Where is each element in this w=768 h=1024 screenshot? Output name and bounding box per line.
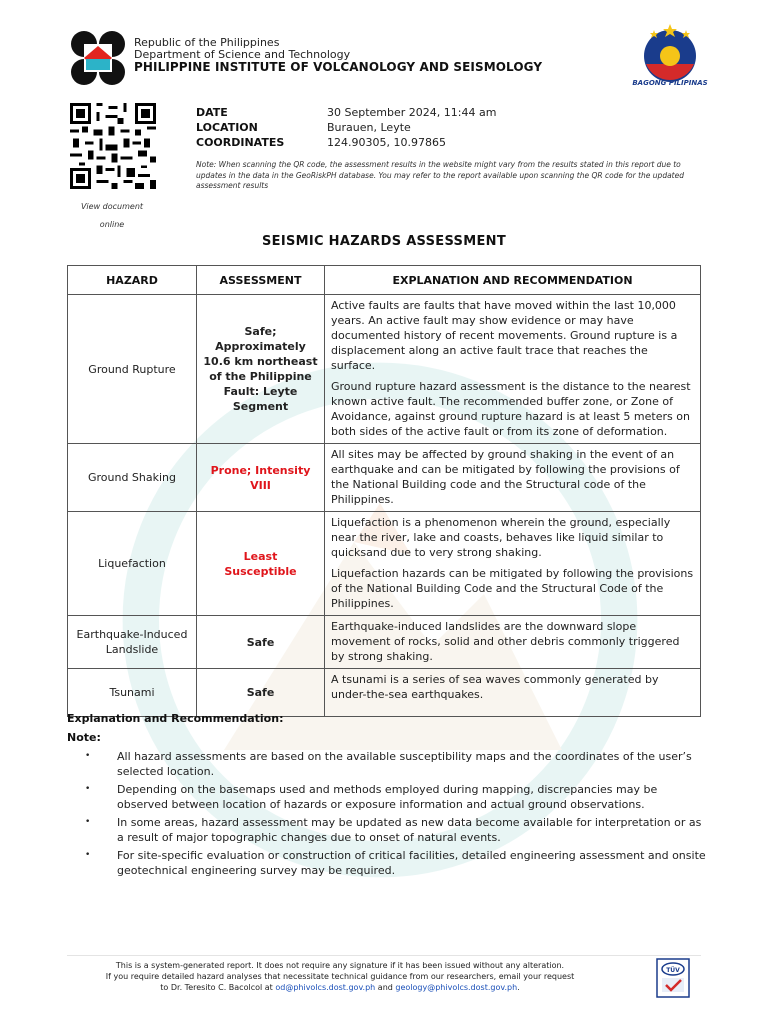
coordinates-row — [196, 135, 496, 150]
date-row — [196, 105, 496, 120]
email-link-od[interactable]: od@phivolcs.dost.gov.ph — [275, 983, 376, 992]
date-value: 30 September 2024, 11:44 am — [327, 106, 497, 119]
footer-contact-text: to Dr. Teresito C. Bacolcol at — [160, 983, 276, 992]
hazard-cell: Ground Rupture — [68, 295, 197, 444]
bagong-pilipinas-label: BAGONG PILIPINAS — [632, 79, 708, 87]
explanation-cell — [325, 444, 701, 512]
phivolcs-logo — [68, 30, 128, 86]
explanation-cell — [325, 512, 701, 616]
explanation-paragraph: A tsunami is a series of sea waves commonly generated by under-the-sea earthquakes. — [331, 673, 659, 701]
qr-note: Note: When scanning the QR code, the assessment results in the website might vary from the results stated in this report due to updates in the data in the GeoRiskPH database. You may refer to the report available upon scanning the QR code for the updated assessment results — [196, 160, 684, 190]
location-label: LOCATION — [196, 121, 258, 134]
table-row — [68, 512, 701, 616]
footer-and: and — [375, 983, 396, 992]
explanation-paragraph: All sites may be affected by ground shaking in the event of an earthquake and can be mitigated by following the provisions of the National Building code and the Structural code of the Philippines. — [331, 448, 680, 506]
assessment-cell — [197, 669, 325, 717]
assessment-text: Safe — [246, 635, 275, 649]
assessment-text: Safe — [246, 686, 275, 699]
footer-period: . — [517, 983, 520, 992]
explanation-paragraph: Liquefaction hazards can be mitigated by following the provisions of the National Building Code and the Structural Code of the Philippines. — [331, 567, 694, 610]
list-item: • Depending on the basemaps used and methods employed during mapping, discrepancies may be observed between location of hazards or exposure information and actual ground observations. — [67, 782, 707, 812]
table-row — [68, 669, 701, 717]
footer-line-3 — [60, 982, 620, 993]
note-heading: Note: — [67, 731, 101, 744]
hazard-cell: Ground Shaking — [68, 444, 197, 512]
report-info — [196, 105, 496, 150]
table-row — [68, 616, 701, 669]
hazard-cell: Earthquake-Induced Landslide — [68, 616, 197, 669]
page-title: SEISMIC HAZARDS ASSESSMENT — [262, 234, 506, 249]
explanation-cell — [325, 669, 701, 717]
assessment-cell — [197, 616, 325, 669]
hazard-cell: Liquefaction — [68, 512, 197, 616]
table-header-row — [68, 266, 701, 295]
explanation-paragraph: Liquefaction is a phenomenon wherein the ground, especially near the river, lake and coasts, behaves like liquid similar to quicksand due to very strong shaking. — [331, 516, 671, 559]
location-value: Burauen, Leyte — [327, 121, 411, 134]
explanation-paragraph: Ground rupture hazard assessment is the distance to the nearest known active fault. The recommended buffer zone, or Zone of Avoidance, against ground rupture hazard is at least 5 meters on both sides of the active fault or from its zone of deformation. — [331, 380, 691, 438]
table-row — [68, 295, 701, 444]
assessment-cell — [197, 295, 325, 444]
header-assessment: ASSESSMENT — [197, 266, 325, 295]
footer — [60, 960, 620, 993]
bagong-pilipinas-logo — [632, 18, 708, 88]
explanation-paragraph: Active faults are faults that have moved within the last 10,000 years. An active fault may show evidence or may have documented history of recent movements. Ground rupture is a displacement along an active fault trace that reaches the surface. — [331, 299, 678, 372]
header-explanation: EXPLANATION AND RECOMMENDATION — [325, 266, 701, 295]
org-line-1: Republic of the Philippines — [134, 36, 280, 49]
qr-caption — [62, 198, 162, 234]
org-line-3: PHILIPPINE INSTITUTE OF VOLCANOLOGY AND SEISMOLOGY — [134, 60, 543, 74]
qr-caption-line-1: View document — [80, 202, 144, 211]
explanation-paragraph: Earthquake-induced landslides are the downward slope movement of rocks, solid and other debris commonly triggered by strong shaking. — [331, 620, 680, 663]
assessment-cell — [197, 444, 325, 512]
assessment-text: Least Susceptible — [224, 549, 297, 578]
email-link-geology[interactable]: geology@phivolcs.dost.gov.ph — [395, 983, 518, 992]
date-label: DATE — [196, 106, 228, 119]
cert-text: TÜV — [666, 967, 680, 974]
list-item: • For site-specific evaluation or construction of critical facilities, detailed engineering assessment and onsite geotechnical engineering survey may be required. — [67, 848, 707, 878]
coordinates-value: 124.90305, 10.97865 — [327, 136, 446, 149]
explanation-heading: Explanation and Recommendation: — [67, 712, 284, 725]
explanation-cell — [325, 295, 701, 444]
hazard-cell: Tsunami — [68, 669, 197, 717]
assessment-cell — [197, 512, 325, 616]
assessment-text: Prone; Intensity VIII — [210, 463, 311, 492]
org-line-2: Department of Science and Technology — [134, 48, 351, 61]
list-item: • In some areas, hazard assessment may be updated as new data become available for interpretation or as a result of major topographic changes due to onset of natural events. — [67, 815, 707, 845]
location-row — [196, 120, 496, 135]
qr-code[interactable] — [68, 103, 158, 189]
organization-name — [134, 37, 542, 73]
footer-divider — [67, 955, 701, 956]
header-hazard: HAZARD — [68, 266, 197, 295]
list-item: • All hazard assessments are based on the available susceptibility maps and the coordinates of the user’s selected location. — [67, 749, 707, 779]
footer-line-2: If you require detailed hazard analyses that necessitate technical guidance from our researchers, email your request — [105, 972, 575, 981]
explanation-cell — [325, 616, 701, 669]
certification-badge — [656, 958, 690, 998]
table-row — [68, 444, 701, 512]
notes-list — [67, 749, 707, 881]
footer-line-1: This is a system-generated report. It does not require any signature if it has been issued without any alteration. — [115, 961, 565, 970]
assessment-text: Safe; Approximately 10.6 km northeast of the Philippine Fault: Leyte Segment — [203, 325, 318, 413]
coordinates-label: COORDINATES — [196, 136, 285, 149]
hazard-table — [67, 265, 701, 717]
qr-caption-line-2: online — [99, 220, 125, 229]
